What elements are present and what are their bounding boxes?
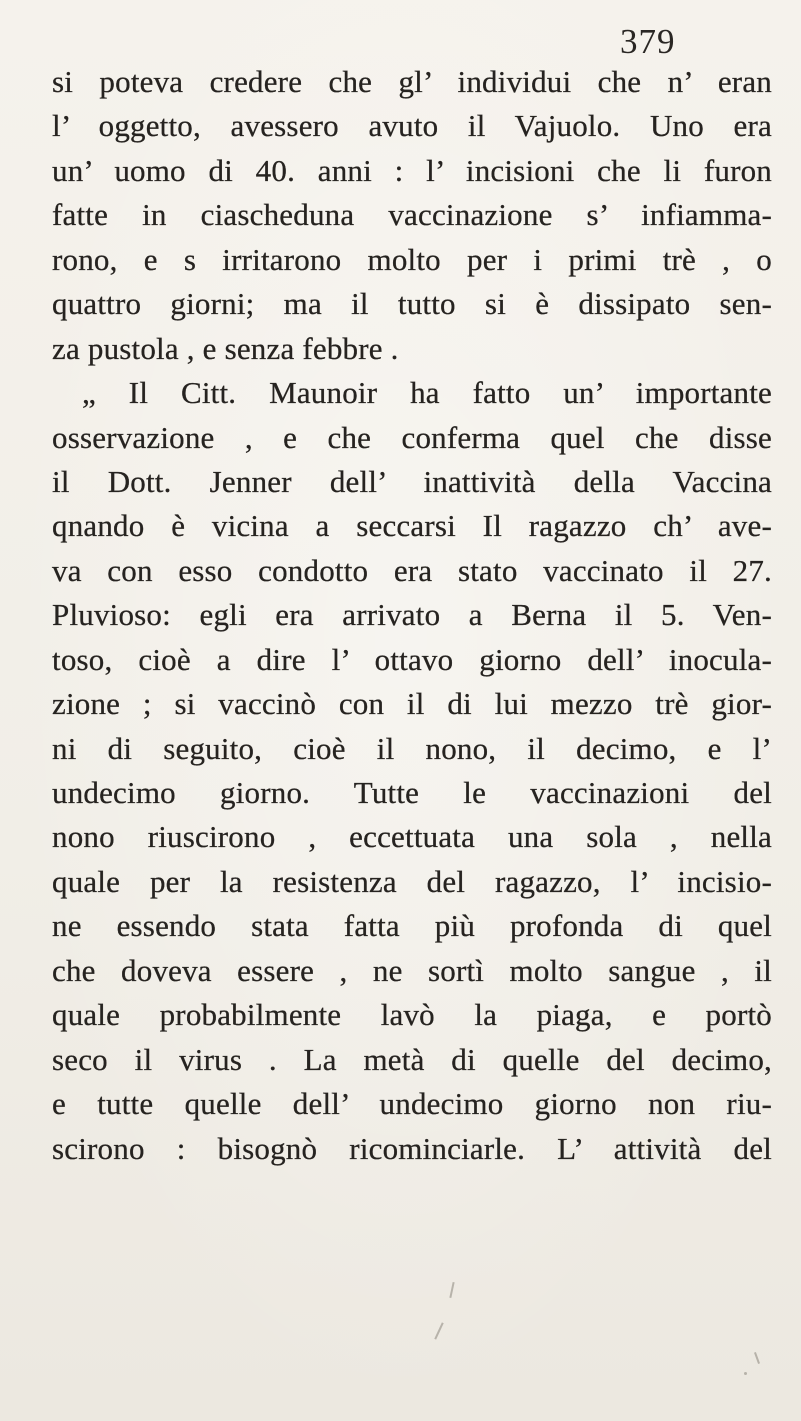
paper-mark	[434, 1322, 443, 1339]
text-line: va con esso condotto era stato vaccinato il 27.	[52, 552, 772, 588]
text-line: quattro giorni; ma il tutto si è dissipato sen-	[52, 286, 772, 322]
text-line: si poteva credere che gl’ individui che n’ eran	[52, 64, 772, 99]
text-line: undecimo giorno. Tutte le vaccinazioni del	[52, 775, 772, 810]
text-line: ni di seguito, cioè il nono, il decimo, e l’	[52, 730, 772, 766]
paper-mark	[744, 1372, 747, 1375]
text-line: seco il virus . La metà di quelle del decimo,	[52, 1041, 772, 1077]
text-line: fatte in ciascheduna vaccinazione s’ infiamma-	[52, 197, 772, 233]
text-line: zione ; si vaccinò con il di lui mezzo trè gior-	[52, 686, 772, 722]
paper-mark	[754, 1352, 760, 1364]
text-line: za pustola , e senza febbre .	[52, 330, 399, 366]
text-line: un’ uomo di 40. anni : l’ incisioni che li furon	[52, 152, 772, 188]
text-line: toso, cioè a dire l’ ottavo giorno dell’ inocula-	[52, 641, 772, 677]
text-line: nono riuscirono , eccettuata una sola , nella	[52, 819, 772, 855]
body-text	[52, 60, 772, 1171]
text-line: scirono : bisognò ricominciarle. L’ attività del	[52, 1130, 772, 1166]
text-line: quale probabilmente lavò la piaga, e portò	[52, 997, 772, 1033]
text-line: qnando è vicina a seccarsi Il ragazzo ch’ ave-	[52, 508, 772, 544]
text-line: l’ oggetto, avessero avuto il Vajuolo. Uno era	[52, 108, 772, 144]
paper-mark	[449, 1282, 454, 1298]
text-line: il Dott. Jenner dell’ inattività della Vaccina	[52, 463, 772, 499]
text-line: Pluvioso: egli era arrivato a Berna il 5. Ven-	[52, 597, 772, 633]
text-line: rono, e s irritarono molto per i primi trè , o	[52, 241, 772, 277]
text-line: e tutte quelle dell’ undecimo giorno non riu-	[52, 1086, 772, 1122]
text-line: che doveva essere , ne sortì molto sangue , il	[52, 952, 772, 988]
text-line: ne essendo stata fatta più profonda di quel	[52, 908, 772, 944]
page-number: 379	[620, 22, 676, 61]
text-line: osservazione , e che conferma quel che disse	[52, 419, 772, 455]
text-line: „ Il Citt. Maunoir ha fatto un’ importante	[82, 375, 772, 411]
text-line: quale per la resistenza del ragazzo, l’ incisio-	[52, 863, 772, 899]
